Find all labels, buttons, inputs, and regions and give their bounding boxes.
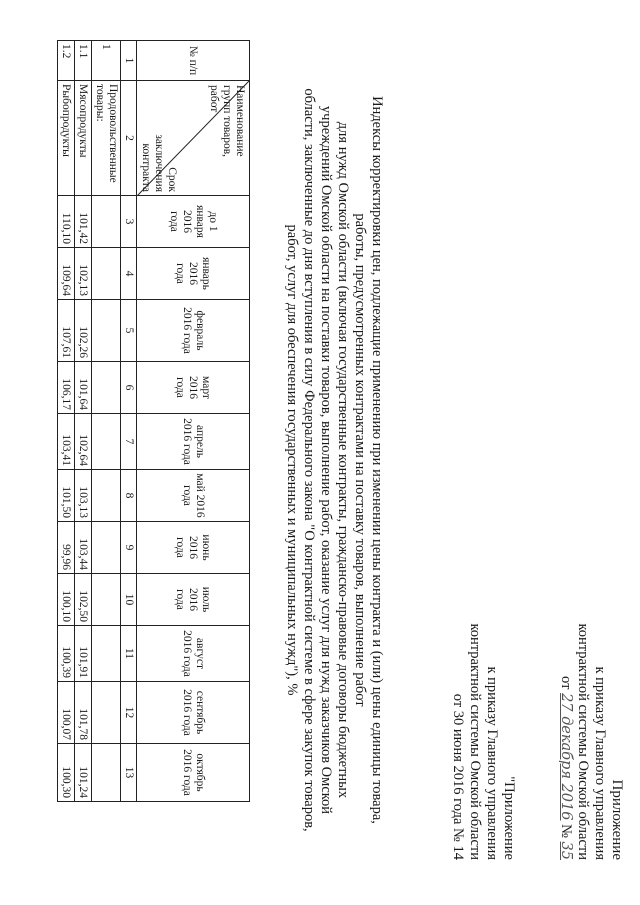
row-value: 100,10 xyxy=(58,574,75,626)
row-value xyxy=(92,196,121,248)
row-value xyxy=(92,248,121,300)
header-name-diagonal xyxy=(137,81,250,196)
prior-reference-block xyxy=(449,623,517,860)
header-period: май 2016 года xyxy=(137,470,250,522)
approval-number-label: № xyxy=(558,824,574,838)
row-value xyxy=(92,300,121,362)
prior-line-1: "Приложение xyxy=(501,776,517,860)
row-value: 103,44 xyxy=(75,522,92,574)
col-number: 6 xyxy=(121,362,137,414)
col-number: 4 xyxy=(121,248,137,300)
handwritten-date: 27 декабря 2016 xyxy=(558,693,574,821)
col-number: 2 xyxy=(121,81,137,196)
col-number: 3 xyxy=(121,196,137,248)
prior-line-3: контрактной системы Омской области xyxy=(467,623,483,860)
row-value xyxy=(92,574,121,626)
document-sheet xyxy=(10,20,625,900)
header-period: июнь 2016 года xyxy=(137,522,250,574)
header-period: август 2016 года xyxy=(137,626,250,682)
approval-stamp-block xyxy=(557,623,625,860)
row-value xyxy=(92,470,121,522)
prior-line-4: от 30 июня 2016 года № 14 xyxy=(450,693,466,860)
row-value xyxy=(92,744,121,802)
row-value: 103,41 xyxy=(58,414,75,470)
row-value xyxy=(92,414,121,470)
col-number: 1 xyxy=(121,41,137,81)
row-value: 102,13 xyxy=(75,248,92,300)
row-value: 106,17 xyxy=(58,362,75,414)
row-value: 101,78 xyxy=(75,682,92,744)
row-value: 99,96 xyxy=(58,522,75,574)
row-value: 101,42 xyxy=(75,196,92,248)
table-row xyxy=(92,41,121,802)
row-value: 101,64 xyxy=(75,362,92,414)
header-period: апрель 2016 года xyxy=(137,414,250,470)
price-index-table xyxy=(57,40,250,802)
col-number: 12 xyxy=(121,682,137,744)
heading-line: Индексы корректировки цен, подлежащие применению при изменении цены контракта и (или) цены единицы товара, xyxy=(369,96,385,824)
header-period: март 2016 года xyxy=(137,362,250,414)
row-number: 1.1 xyxy=(75,41,92,81)
approval-prefix: от xyxy=(558,676,574,690)
row-value: 100,39 xyxy=(58,626,75,682)
row-value: 103,13 xyxy=(75,470,92,522)
header-period: июль 2016 года xyxy=(137,574,250,626)
header-period: сентябрь 2016 года xyxy=(137,682,250,744)
row-name: Мясопродукты xyxy=(75,81,92,196)
heading-line: учреждений Омской области на поставки товаров, выполнение работ, оказание услуг для нужд заказчиков Омской xyxy=(318,105,334,815)
row-value: 102,26 xyxy=(75,300,92,362)
table-row xyxy=(75,41,92,802)
approval-line-1: к приказу Главного управления xyxy=(592,666,608,860)
approval-line-2: контрактной системы Омской области xyxy=(575,623,591,860)
col-number: 7 xyxy=(121,414,137,470)
header-goods-group: Наименование групп товаров, работ xyxy=(208,85,246,158)
prior-line-2: к приказу Главного управления xyxy=(484,666,500,860)
row-value: 100,30 xyxy=(58,744,75,802)
row-value: 101,91 xyxy=(75,626,92,682)
row-value xyxy=(92,362,121,414)
row-value: 110,10 xyxy=(58,196,75,248)
handwritten-number: 35 xyxy=(558,841,574,860)
header-period: февраль 2016 года xyxy=(137,300,250,362)
header-number: № п/п xyxy=(137,41,250,81)
col-number: 8 xyxy=(121,470,137,522)
row-value xyxy=(92,626,121,682)
column-number-row xyxy=(121,41,137,802)
row-value: 109,64 xyxy=(58,248,75,300)
col-number: 11 xyxy=(121,626,137,682)
heading-line: работ, услуг для обеспечения государственных и муниципальных нужд"), % xyxy=(284,224,300,696)
col-number: 10 xyxy=(121,574,137,626)
heading-line: работы, предусмотренных контрактами на поставку товаров, выполнение работ xyxy=(352,213,368,707)
row-value: 102,64 xyxy=(75,414,92,470)
index-table-wrapper xyxy=(57,40,250,802)
row-value: 101,50 xyxy=(58,470,75,522)
header-period: до 1 января 2016 года xyxy=(137,196,250,248)
row-number: 1 xyxy=(92,41,121,81)
approval-date-line xyxy=(557,623,574,860)
document-heading xyxy=(283,50,385,870)
heading-line: для нужд Омской области (включая государственные контракты, гражданско-правовые договоры бюджетных xyxy=(335,121,351,799)
row-name: Продовольственные товары: xyxy=(92,81,121,196)
row-value: 107,61 xyxy=(58,300,75,362)
approval-title: Приложение xyxy=(609,779,625,860)
col-number: 9 xyxy=(121,522,137,574)
header-period: январь 2016 года xyxy=(137,248,250,300)
row-value xyxy=(92,522,121,574)
header-period: октябрь 2016 года xyxy=(137,744,250,802)
col-number: 5 xyxy=(121,300,137,362)
row-value: 101,24 xyxy=(75,744,92,802)
row-value xyxy=(92,682,121,744)
heading-line: области, заключенные до дня вступления в силу Федерального закона "О контрактной системе в сфере закупок товаров, xyxy=(301,88,317,832)
col-number: 13 xyxy=(121,744,137,802)
row-value: 102,50 xyxy=(75,574,92,626)
row-number: 1.2 xyxy=(58,41,75,81)
row-value: 100,07 xyxy=(58,682,75,744)
table-row xyxy=(58,41,75,802)
header-contract-term: Срок заключения контракта xyxy=(140,134,178,192)
row-name: Рыбопродукты xyxy=(58,81,75,196)
table-header-row xyxy=(137,41,250,802)
